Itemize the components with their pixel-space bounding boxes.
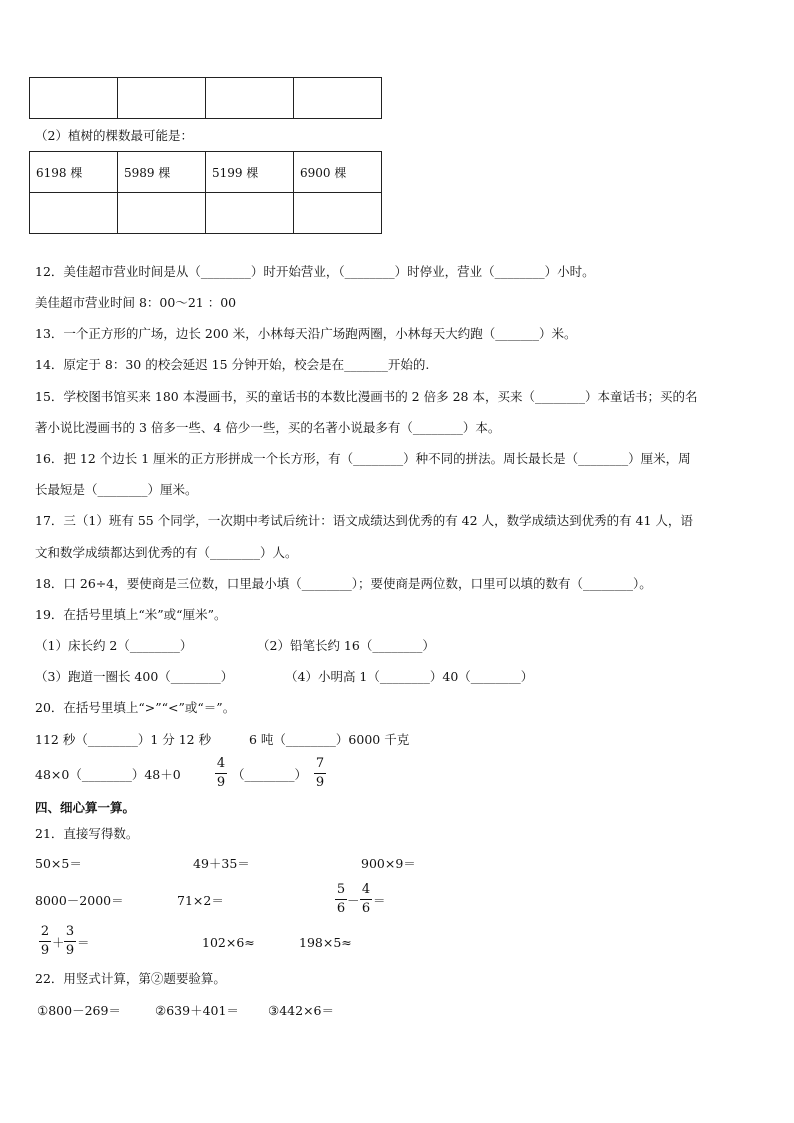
question-20-item-4-blank: （________） — [232, 767, 308, 782]
section-4-heading: 四、细心算一算。 — [35, 800, 136, 815]
fraction-numerator: 4 — [216, 756, 226, 771]
fraction-denominator: 9 — [65, 943, 75, 958]
question-19-item-2: （2）铅笔长约 16（________） — [257, 638, 435, 653]
question-17-line-1: 17．三（1）班有 55 个同学，一次期中考试后统计：语文成绩达到优秀的有 42 人，数学成绩达到优秀的有 41 人，语 — [35, 513, 693, 528]
calc-item: 198×5≈ — [299, 935, 352, 950]
question-20-item-3: 48×0（________）48＋0 — [35, 767, 181, 782]
vertical-calc-item: ②639＋401＝ — [155, 1003, 239, 1018]
question-15-line-2: 著小说比漫画书的 3 倍多一些、4 倍少一些，买的名著小说最多有（________）本。 — [35, 420, 501, 435]
question-16-line-2: 长最短是（________）厘米。 — [35, 482, 198, 497]
table-header-cell: 6198 棵 — [30, 152, 118, 193]
fraction-bar — [215, 773, 227, 774]
equals-sign: ＝ — [373, 893, 386, 908]
fraction-numerator: 2 — [40, 924, 50, 939]
fraction-numerator: 3 — [65, 924, 75, 939]
fraction-5-6 — [334, 882, 348, 917]
fraction-denominator: 9 — [315, 775, 325, 790]
question-19: 19．在括号里填上“米”或“厘米”。 — [35, 607, 227, 622]
table-cell[interactable] — [30, 193, 118, 234]
fraction-numerator: 7 — [315, 756, 325, 771]
fraction-bar — [360, 899, 372, 900]
fraction-7-9 — [313, 756, 327, 791]
table-cell[interactable] — [118, 78, 206, 119]
question-19-item-1: （1）床长约 2（________） — [35, 638, 193, 653]
table-cell[interactable] — [30, 78, 118, 119]
question-17-line-2: 文和数学成绩都达到优秀的有（________）人。 — [35, 545, 298, 560]
table-cell[interactable] — [118, 193, 206, 234]
question-12: 12．美佳超市营业时间是从（________）时开始营业，（________）时停业，营业（________）小时。 — [35, 264, 595, 279]
question-18: 18．口 26÷4，要使商是三位数，口里最小填（________）；要使商是两位数，口里可以填的数有（________）。 — [35, 576, 652, 591]
calc-item: 71×2＝ — [177, 893, 224, 908]
fraction-numerator: 5 — [336, 882, 346, 897]
fraction-bar — [314, 773, 326, 774]
question-19-item-4: （4）小明高 1（________）40（________） — [285, 669, 534, 684]
table-header-cell: 5199 棵 — [206, 152, 294, 193]
question-11-part-2: （2）植树的棵数最可能是： — [35, 128, 193, 143]
question-20: 20．在括号里填上“>”“<”或“＝”。 — [35, 700, 236, 715]
question-12-note: 美佳超市营业时间 8：00～21 ：00 — [35, 295, 237, 310]
table-header-cell: 6900 棵 — [294, 152, 382, 193]
question-20-item-1: 112 秒（________）1 分 12 秒 — [35, 732, 212, 747]
table-header-cell: 5989 棵 — [118, 152, 206, 193]
fraction-bar — [39, 941, 51, 942]
fraction-denominator: 9 — [216, 775, 226, 790]
vertical-calc-item: ①800－269＝ — [37, 1003, 121, 1018]
vertical-calc-item: ③442×6＝ — [268, 1003, 334, 1018]
calc-item: 900×9＝ — [361, 856, 416, 871]
fraction-bar — [335, 899, 347, 900]
operator-plus: ＋ — [52, 935, 65, 950]
question-19-item-3: （3）跑道一圈长 400（________） — [35, 669, 234, 684]
calc-item: 49＋35＝ — [193, 856, 250, 871]
question-16-line-1: 16．把 12 个边长 1 厘米的正方形拼成一个长方形，有（________）种不同的拼法。周长最长是（________）厘米，周 — [35, 451, 691, 466]
question-20-item-2: 6 吨（________）6000 千克 — [249, 732, 410, 747]
answer-table-1 — [29, 77, 382, 119]
fraction-4-9 — [214, 756, 228, 791]
question-15-line-1: 15．学校图书馆买来 180 本漫画书，买的童话书的本数比漫画书的 2 倍多 28 本，买来（________）本童话书；买的名 — [35, 389, 698, 404]
fraction-denominator: 6 — [361, 901, 371, 916]
calc-item: 8000－2000＝ — [35, 893, 124, 908]
table-cell[interactable] — [294, 78, 382, 119]
fraction-3-9 — [63, 924, 77, 959]
calc-item: 50×5＝ — [35, 856, 82, 871]
table-cell[interactable] — [294, 193, 382, 234]
fraction-denominator: 9 — [40, 943, 50, 958]
question-21: 21．直接写得数。 — [35, 826, 139, 841]
table-cell[interactable] — [206, 78, 294, 119]
question-13: 13．一个正方形的广场，边长 200 米，小林每天沿广场跑两圈，小林每天大约跑（_______）米。 — [35, 326, 577, 341]
calc-item: 102×6≈ — [202, 935, 255, 950]
fraction-denominator: 6 — [336, 901, 346, 916]
question-14: 14．原定于 8：30 的校会延迟 15 分钟开始，校会是在_______开始的. — [35, 357, 430, 372]
fraction-4-6 — [359, 882, 373, 917]
answer-table-2 — [29, 151, 382, 234]
equals-sign: ＝ — [77, 935, 90, 950]
fraction-numerator: 4 — [361, 882, 371, 897]
table-cell[interactable] — [206, 193, 294, 234]
operator-minus: － — [347, 893, 360, 908]
fraction-2-9 — [38, 924, 52, 959]
question-22: 22．用竖式计算，第②题要验算。 — [35, 971, 226, 986]
fraction-bar — [64, 941, 76, 942]
